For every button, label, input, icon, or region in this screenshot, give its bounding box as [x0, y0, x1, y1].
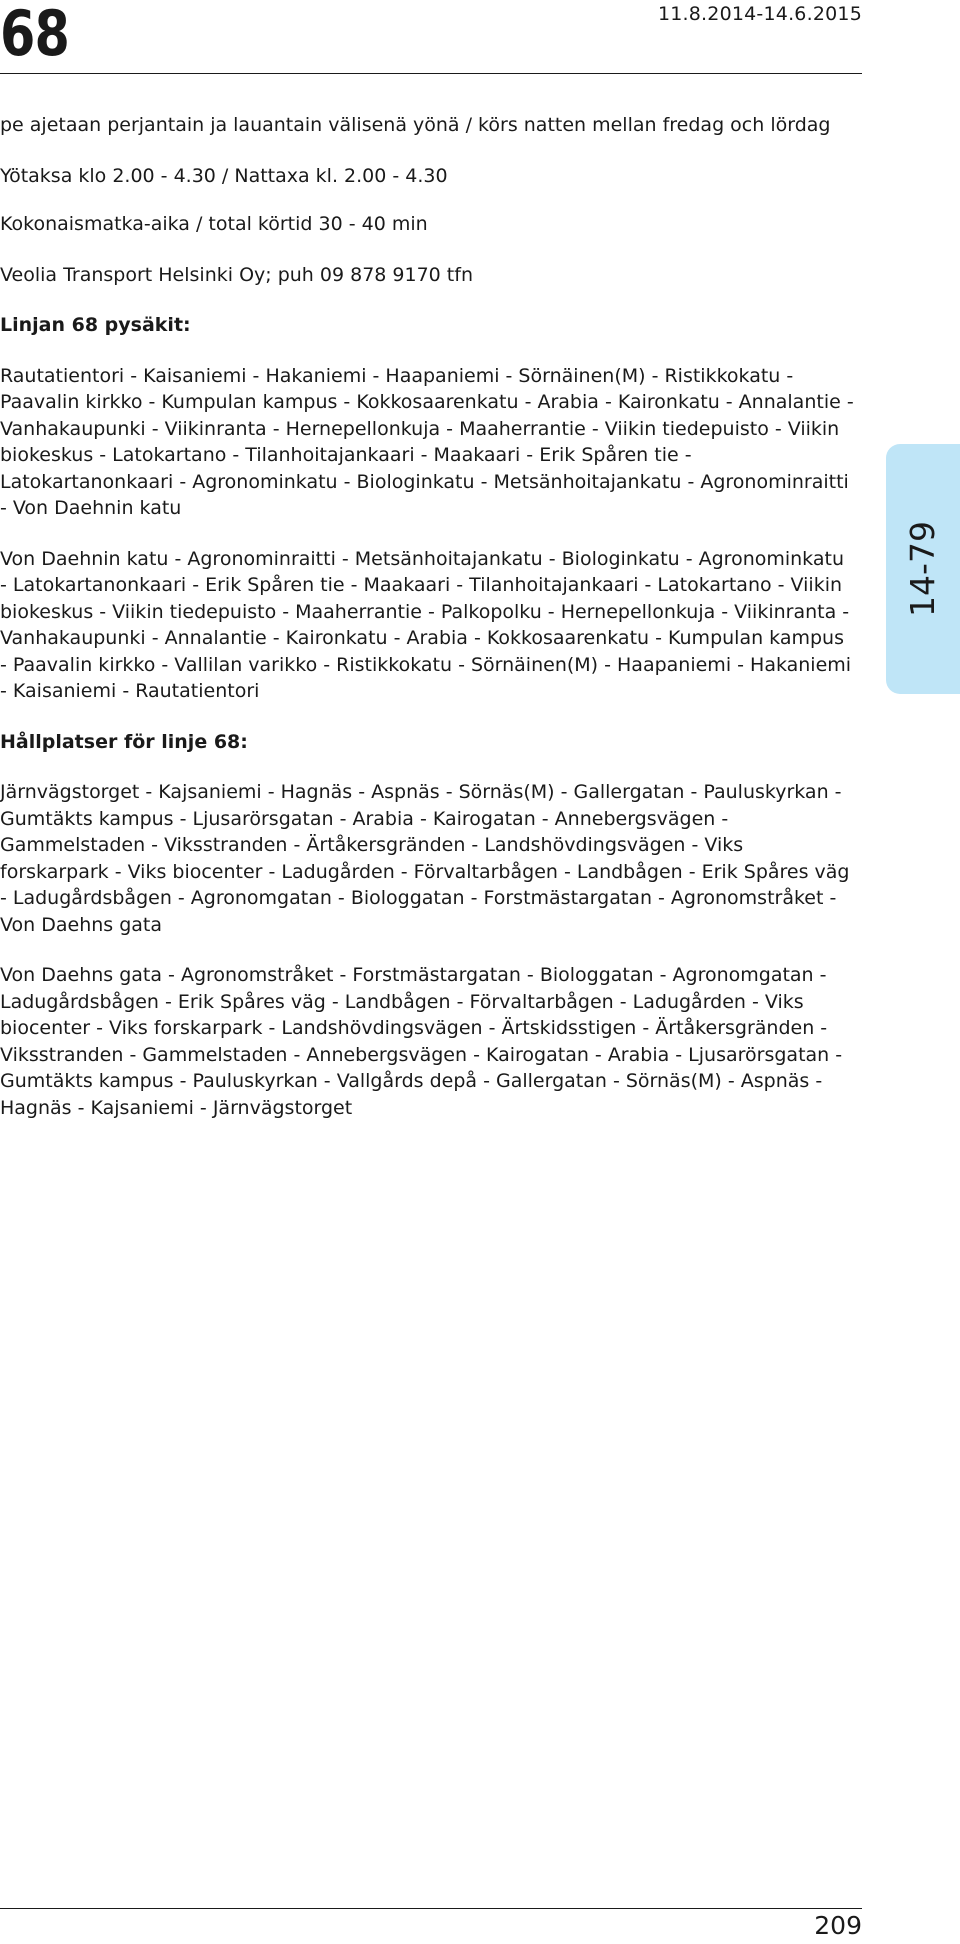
- operator-note: Veolia Transport Helsinki Oy; puh 09 878 9170 tfn: [0, 263, 473, 286]
- route-number: 68: [0, 0, 70, 70]
- stops-heading-sv: Hållplatser för linje 68:: [0, 730, 248, 753]
- stops-outbound-fi: Rautatientori - Kaisaniemi - Hakaniemi - Haapaniemi - Sörnäinen(M) - Ristikkokatu - Paavalin kirkko - Kumpulan kampus - Kokkosaarenkatu - Arabia - Kaironkatu - Annalantie - Vanhakaupunki - Viikinranta - Hernepellonkuja - Maaherrantie - Viikin tiedepuisto - Viikin biokeskus - Latokartano - Tilanhoitajankaari - Maakaari - Erik Spåren tie - Latokartanonkaari - Agronominkatu - Biologinkatu - Metsänhoitajankatu - Agronominraitti - Von Daehnin katu: [0, 364, 854, 519]
- travel-time-note: Kokonaismatka-aika / total körtid 30 - 40 min: [0, 213, 428, 235]
- stops-heading-fi: Linjan 68 pysäkit:: [0, 314, 191, 336]
- stops-inbound-fi: Von Daehnin katu - Agronominraitti - Metsänhoitajankatu - Biologinkatu - Agronominkatu - Latokartanonkaari - Erik Spåren tie - Maakaari - Tilanhoitajankaari - Latokartano - Viikin biokeskus - Viikin tiedepuisto - Maaherrantie - Palkopolku - Hernepellonkuja - Viikinranta - Vanhakaupunki - Annalantie - Kaironkatu - Arabia - Kokkosaarenkatu - Kumpulan kampus - Paavalin kirkko - Vallilan varikko - Ristikkokatu - Sörnäinen(M) - Haapaniemi - Hakaniemi - Kaisaniemi - Rautatientori: [0, 547, 852, 702]
- header-divider: [0, 73, 862, 74]
- section-tab: [886, 444, 960, 694]
- page-number: 209: [814, 1911, 862, 1940]
- night-fare-note: Yötaksa klo 2.00 - 4.30 / Nattaxa kl. 2.00 - 4.30: [0, 164, 448, 187]
- stops-outbound-sv: Järnvägstorget - Kajsaniemi - Hagnäs - Aspnäs - Sörnäs(M) - Gallergatan - Pauluskyrkan - Gumtäkts kampus - Ljusarörsgatan - Arabia - Kairogatan - Annebergsvägen - Gammelstaden - Viksstranden - Ärtåkersgränden - Landshövdingsvägen - Viks forskarpark - Viks biocenter - Ladugården - Förvaltarbågen - Landbågen - Erik Spåres väg - Ladugårdsbågen - Agronomgatan - Biologgatan - Forstmästargatan - Agronomstråket - Von Daehns gata: [0, 781, 850, 936]
- timetable-content: [0, 112, 855, 1121]
- validity-period: 11.8.2014-14.6.2015: [657, 3, 862, 25]
- stops-inbound-sv: Von Daehns gata - Agronomstråket - Forstmästargatan - Biologgatan - Agronomgatan - Ladugårdsbågen - Erik Spåres väg - Landbågen - Förvaltarbågen - Ladugården - Viks biocenter - Viks forskarpark - Landshövdingsvägen - Ärtskidsstigen - Ärtåkersgränden - Viksstranden - Gammelstaden - Annebergsvägen - Kairogatan - Arabia - Ljusarörsgatan - Gumtäkts kampus - Pauluskyrkan - Vallgårds depå - Gallergatan - Sörnäs(M) - Aspnäs - Hagnäs - Kajsaniemi - Järnvägstorget: [0, 964, 843, 1119]
- section-tab-label: 14-79: [903, 521, 942, 617]
- footer-divider: [0, 1908, 862, 1909]
- schedule-note: pe ajetaan perjantain ja lauantain välisenä yönä / körs natten mellan fredag och lördag: [0, 114, 831, 136]
